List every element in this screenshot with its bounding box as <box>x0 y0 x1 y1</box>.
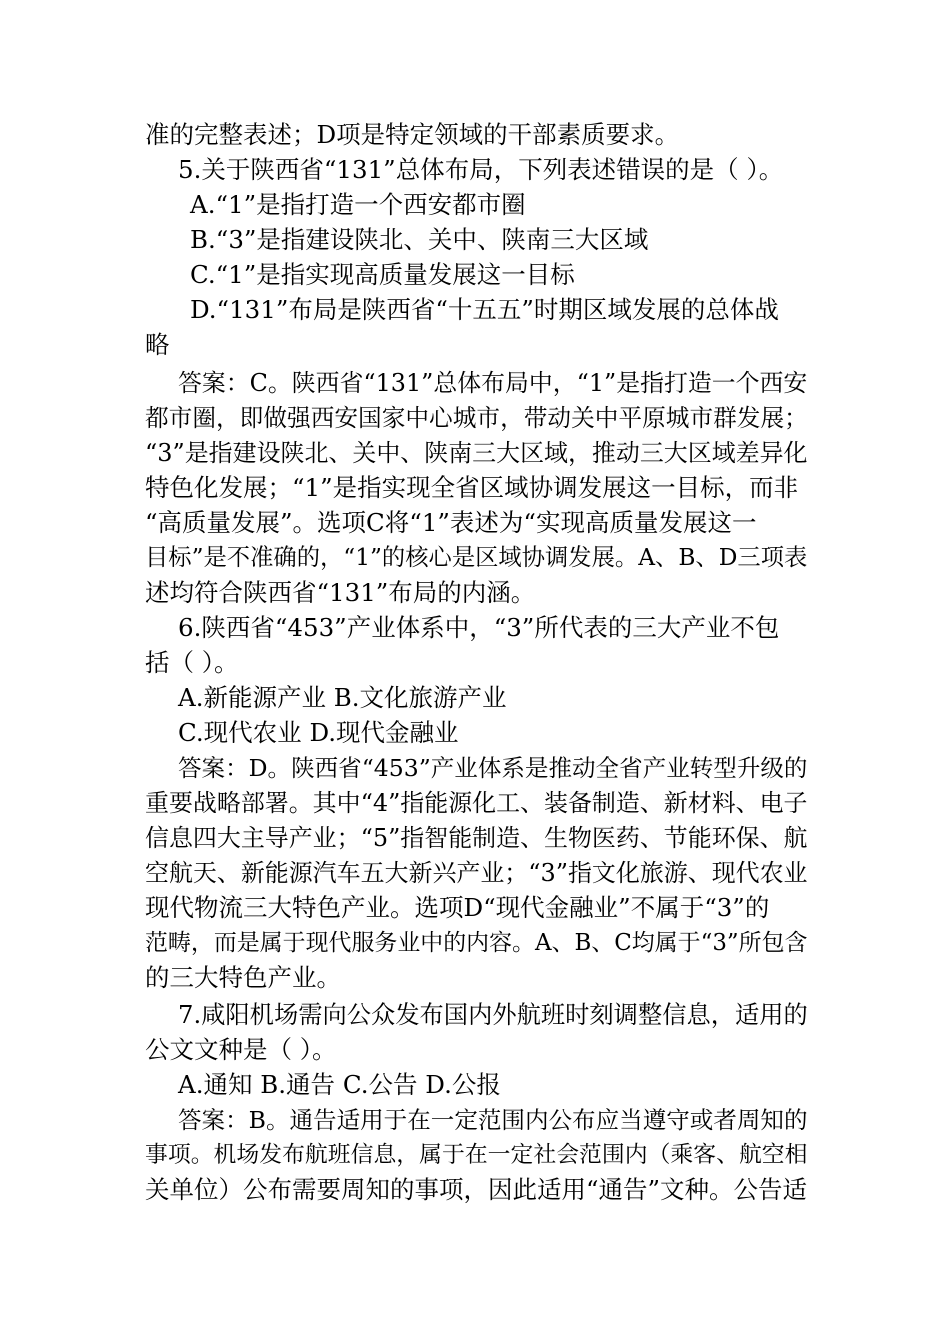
question-7-options: A.通知 B.通告 C.公告 D.公报 <box>178 1070 501 1099</box>
answer-7-line: 答案：B。通告适用于在一定范围内公布应当遵守或者周知的 <box>178 1106 808 1134</box>
question-5-stem: 5.关于陕西省“131”总体布局，下列表述错误的是（ ）。 <box>178 155 784 184</box>
question-5-option-c: C.“1”是指实现高质量发展这一目标 <box>190 260 575 289</box>
text-line: 略 <box>145 330 170 359</box>
answer-5-line: 答案：C。陕西省“131”总体布局中，“1”是指打造一个西安 <box>178 369 808 397</box>
text-line: “高质量发展”。选项C将“1”表述为“实现高质量发展这一 <box>145 508 757 537</box>
text-line: 的三大特色产业。 <box>145 963 341 992</box>
text-line: 述均符合陕西省“131”布局的内涵。 <box>145 578 536 607</box>
question-5-option-d: D.“131”布局是陕西省“十五五”时期区域发展的总体战 <box>190 295 779 324</box>
answer-6-line: 答案：D。陕西省“453”产业体系是推动全省产业转型升级的 <box>178 754 808 782</box>
question-5-option-a: A.“1”是指打造一个西安都市圈 <box>190 190 526 219</box>
question-6-options-ab: A.新能源产业 B.文化旅游产业 <box>178 683 507 712</box>
text-line: 准的完整表述；D项是特定领域的干部素质要求。 <box>145 120 680 149</box>
text-line: 公文文种是（ ）。 <box>145 1035 337 1064</box>
text-line: 空航天、新能源汽车五大新兴产业；“3”指文化旅游、现代农业 <box>145 859 808 887</box>
question-6-options-cd: C.现代农业 D.现代金融业 <box>178 718 459 747</box>
text-line: 特色化发展；“1”是指实现全省区域协调发展这一目标，而非 <box>145 473 799 502</box>
question-5-option-b: B.“3”是指建设陕北、关中、陕南三大区域 <box>190 225 649 254</box>
text-line: 现代物流三大特色产业。选项D“现代金融业”不属于“3”的 <box>145 893 770 922</box>
question-7-stem: 7.咸阳机场需向公众发布国内外航班时刻调整信息，适用的 <box>178 1000 808 1029</box>
text-line: 关单位）公布需要周知的事项，因此适用“通告”文种。公告适 <box>145 1175 808 1204</box>
text-line: 重要战略部署。其中“4”指能源化工、装备制造、新材料、电子 <box>145 789 808 817</box>
text-line: 括（ ）。 <box>145 648 239 677</box>
text-line: 都市圈，即做强西安国家中心城市，带动关中平原城市群发展； <box>145 404 808 432</box>
text-line: 事项。机场发布航班信息，属于在一定社会范围内（乘客、航空相 <box>145 1142 808 1168</box>
question-6-stem: 6.陕西省“453”产业体系中，“3”所代表的三大产业不包 <box>178 613 780 642</box>
text-line: “3”是指建设陕北、关中、陕南三大区域，推动三大区域差异化 <box>145 439 808 467</box>
text-line: 信息四大主导产业；“5”指智能制造、生物医药、节能环保、航 <box>145 824 808 852</box>
text-line: 范畴，而是属于现代服务业中的内容。A、B、C均属于“3”所包含 <box>145 930 808 956</box>
text-line: 目标”是不准确的，“1”的核心是区域协调发展。A、B、D三项表 <box>145 544 808 571</box>
